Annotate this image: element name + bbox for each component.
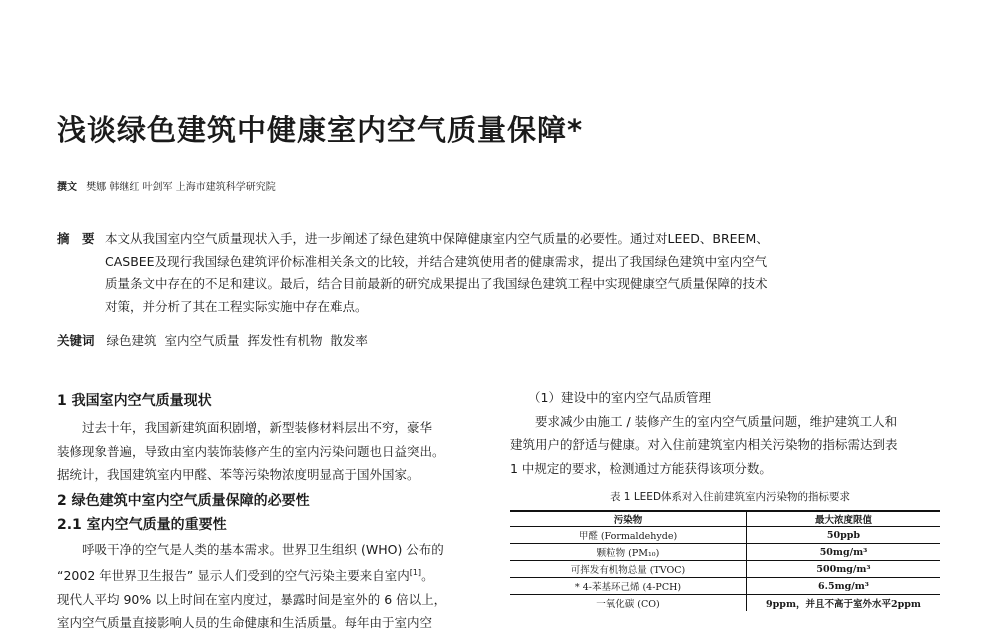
- keyword: 绿色建筑: [106, 333, 157, 348]
- keywords-label: 关键词: [57, 333, 95, 348]
- abstract-line: 质量条文中存在的不足和建议。最后，结合目前最新的研究成果提出了我国绿色建筑工程中实现健康空气质量保障的技术: [105, 276, 768, 291]
- abstract-line: CASBEE及现行我国绿色建筑评价标准相关条文的比较，并结合建筑使用者的健康需求，提出了我国绿色建筑中室内空气: [105, 253, 768, 269]
- body-text: 。: [421, 568, 434, 584]
- keyword: 室内空气质量: [164, 333, 240, 348]
- table-cell: 可挥发有机物总量 (TVOC): [510, 561, 747, 578]
- body-line: 呼吸干净的空气是人类的基本需求。世界卫生组织 (WHO) 公布的: [82, 541, 444, 557]
- table-row: [510, 578, 940, 595]
- table-cell: 颗粒物 (PM₁₀): [510, 544, 747, 561]
- author-name: 韩继红: [109, 182, 140, 193]
- body-line: 1 中规定的要求，检测通过方能获得该项分数。: [510, 460, 772, 476]
- abstract-line: 对策，并分析了其在工程实际实施中存在难点。: [105, 298, 368, 314]
- keyword: 散发率: [330, 333, 368, 348]
- subsection-heading: 2.1 室内空气质量的重要性: [57, 516, 227, 533]
- author-name: 叶剑军: [142, 182, 173, 193]
- article-title: 浅谈绿色建筑中健康室内空气质量保障*: [57, 113, 584, 147]
- table-header-row: [510, 511, 940, 527]
- table-header: 污染物: [510, 511, 747, 527]
- pollutant-limits-table: [510, 510, 940, 611]
- table-cell: 500mg/m³: [747, 561, 941, 578]
- body-line: 建筑用户的舒适与健康。对入住前建筑室内相关污染物的指标需达到表: [510, 437, 898, 452]
- body-line: [57, 561, 497, 588]
- abstract: [57, 228, 837, 318]
- byline-label: 撰文: [57, 182, 77, 193]
- table-row: [510, 544, 940, 561]
- table-row: [510, 527, 940, 544]
- keyword: 挥发性有机物: [247, 333, 323, 348]
- right-column: [510, 386, 950, 480]
- table-caption: 表 1 LEED体系对入住前建筑室内污染物的指标要求: [609, 491, 851, 503]
- table-cell: 50ppb: [747, 527, 941, 544]
- byline: [57, 178, 276, 193]
- keywords: [57, 331, 368, 349]
- table-row: [510, 595, 940, 612]
- body-line: 室内空气质量直接影响人员的生命健康和生活质量。每年由于室内空: [57, 615, 433, 631]
- table-cell: 6.5mg/m³: [747, 578, 941, 595]
- table-cell: * 4-苯基环己烯 (4-PCH): [510, 578, 747, 595]
- body-line: 现代人平均 90% 以上时间在室内度过，暴露时间是室外的 6 倍以上，: [57, 591, 447, 607]
- citation-ref[interactable]: [1]: [409, 568, 422, 577]
- body-line: 过去十年，我国新建筑面积剧增，新型装修材料层出不穷，豪华: [82, 420, 433, 435]
- affiliation: 上海市建筑科学研究院: [175, 182, 276, 193]
- section-heading: 2 绿色建筑中室内空气质量保障的必要性: [57, 492, 310, 509]
- table-row: [510, 561, 940, 578]
- author-name: 樊娜: [86, 182, 107, 193]
- abstract-line: 本文从我国室内空气质量现状入手，进一步阐述了绿色建筑中保障健康室内空气质量的必要性。通过对LEED、BREEM、: [105, 231, 769, 246]
- table-cell: 50mg/m³: [747, 544, 941, 561]
- body-text: “2002 年世界卫生报告” 显示人们受到的空气污染主要来自室内: [57, 568, 410, 584]
- table-cell: 一氧化碳 (CO): [510, 595, 747, 612]
- table-cell: 9ppm，并且不高于室外水平2ppm: [766, 599, 921, 610]
- left-column: [57, 390, 497, 635]
- section-heading: 1 我国室内空气质量现状: [57, 393, 212, 409]
- body-line: 装修现象普遍，导致由室内装饰装修产生的室内污染问题也日益突出。: [57, 443, 445, 459]
- subsection-heading: （1）建设中的室内空气品质管理: [528, 390, 711, 405]
- table-cell: 甲醛 (Formaldehyde): [510, 527, 747, 544]
- table-header: 最大浓度限值: [747, 511, 941, 527]
- body-line: 要求减少由施工 / 装修产生的室内空气质量问题，维护建筑工人和: [535, 413, 898, 429]
- body-line: 据统计，我国建筑室内甲醛、苯等污染物浓度明显高于国外国家。: [57, 467, 420, 482]
- abstract-label: 摘 要: [57, 231, 95, 246]
